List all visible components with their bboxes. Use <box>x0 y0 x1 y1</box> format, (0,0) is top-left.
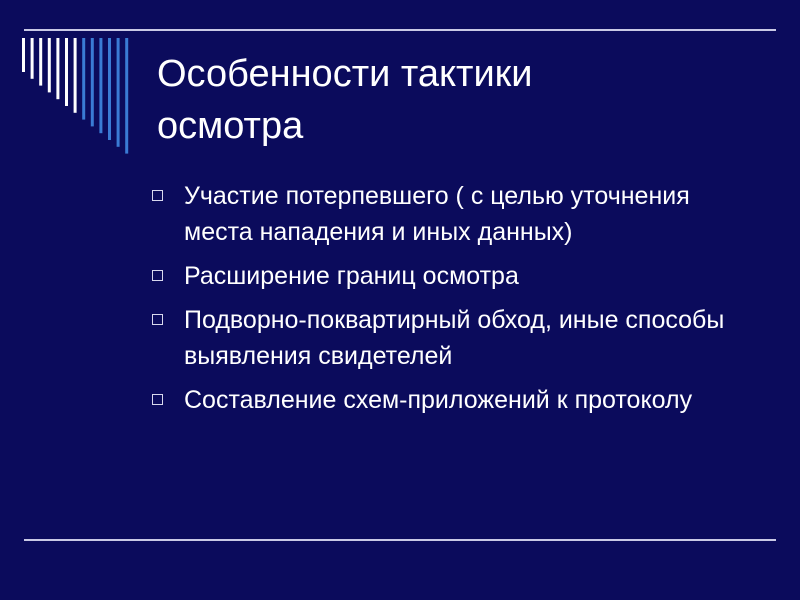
top-divider-line <box>24 29 776 31</box>
ornament-stripe <box>22 38 25 72</box>
ornament-stripe <box>48 38 51 92</box>
bullet-item <box>148 178 748 250</box>
ornament-stripe <box>65 38 68 106</box>
bullet-item <box>148 258 748 294</box>
vertical-stripes-ornament <box>18 38 138 162</box>
bullet-text: Участие потерпевшего ( с целью уточнения места нападения и иных данных) <box>184 182 690 246</box>
ornament-stripe <box>74 38 77 113</box>
hollow-square-icon <box>152 190 163 201</box>
ornament-stripe <box>99 38 102 133</box>
bullet-text: Расширение границ осмотра <box>184 262 519 290</box>
ornament-stripe <box>108 38 111 140</box>
ornament-stripe <box>39 38 42 86</box>
ornament-stripe <box>91 38 94 126</box>
slide-title-line-2: осмотра <box>157 105 304 147</box>
hollow-square-icon <box>152 314 163 325</box>
ornament-stripe <box>117 38 120 147</box>
bullet-item <box>148 302 748 374</box>
ornament-stripe <box>82 38 85 120</box>
slide-title-line-1: Особенности тактики <box>157 53 533 95</box>
bullet-list <box>148 178 748 426</box>
hollow-square-icon <box>152 270 163 281</box>
bullet-text: Составление схем-приложений к протоколу <box>184 386 693 414</box>
ornament-stripe <box>56 38 59 99</box>
slide-title <box>157 48 757 152</box>
bullet-item <box>148 382 748 418</box>
bullet-text: Подворно-поквартирный обход, иные способы выявления свидетелей <box>184 306 725 370</box>
ornament-stripe <box>31 38 34 79</box>
ornament-stripe <box>125 38 128 154</box>
hollow-square-icon <box>152 394 163 405</box>
bottom-divider-line <box>24 539 776 541</box>
